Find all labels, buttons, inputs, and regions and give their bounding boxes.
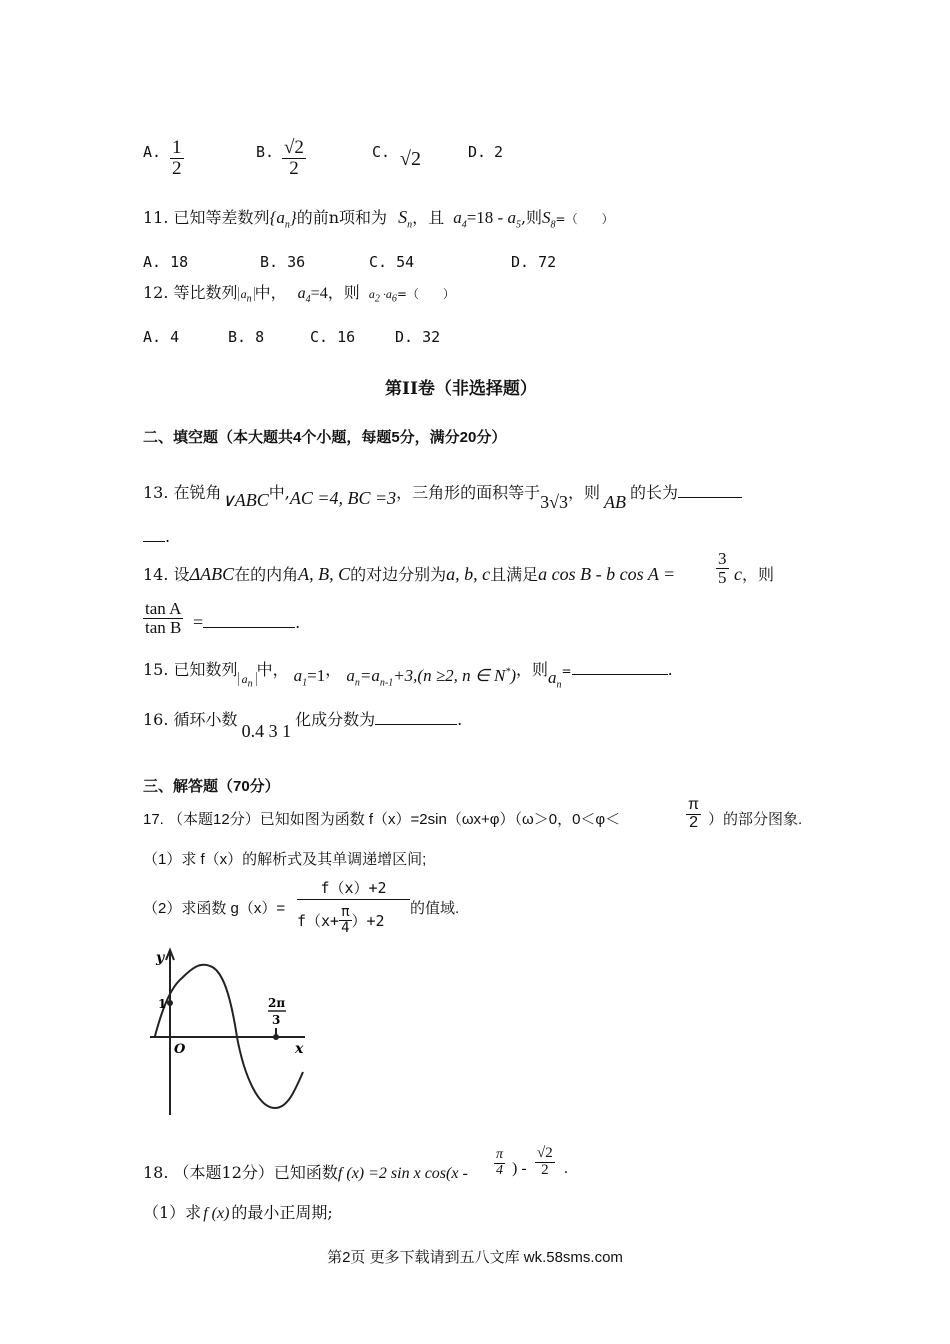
q15-text1: 已知数列 [173, 660, 238, 679]
q15-text2: 中， [256, 660, 289, 679]
q17-g-den-a: f（x+ [297, 911, 340, 930]
q13-ab: AB [604, 492, 627, 512]
question-14 [143, 562, 675, 585]
q11-text4: ,则 [520, 208, 543, 227]
part2-heading: 二、填空题（本大题共4个小题，每题5分，满分20分） [143, 429, 507, 446]
q13-text3: ，三角形的面积等于 [396, 483, 541, 502]
q14-c: c [734, 564, 742, 584]
q14-tail [734, 562, 774, 585]
q18-sub1-a: （1）求 [143, 1203, 202, 1222]
q14-answer-blank [203, 613, 295, 628]
q15-eq: = [561, 664, 572, 678]
q14-end: . [295, 613, 301, 632]
q18-root2-over-2 [535, 1146, 555, 1179]
q15-rec-close: ) [510, 666, 516, 685]
q14-answer-line [193, 612, 300, 633]
q13-answer-blank-2 [143, 527, 165, 542]
q18-root2: √2 [537, 1145, 553, 1161]
q11-option-c: C. 54 [369, 253, 415, 271]
q16-text2: 化成分数为 [295, 710, 376, 729]
q17-function-graph [140, 940, 320, 1120]
q11-s: S [398, 207, 408, 227]
q14-angles: A, B, C [298, 564, 351, 584]
q16-number: 16. [143, 710, 169, 729]
q13-text4: ，则 [568, 483, 601, 502]
q12-seq-sub: n [246, 293, 252, 305]
q17-g-den-four: 4 [341, 919, 350, 936]
q17-sub1: （1）求 f（x）的解析式及其单调递增区间; [143, 851, 427, 868]
q17-g-den-b: ）+2 [351, 911, 385, 930]
q12-dot: · [379, 287, 386, 301]
q12-a6: a [385, 287, 392, 301]
page-footer: 第2页 更多下载请到五八文库 wk.58sms.com [327, 1249, 623, 1266]
q12-a4: a [297, 285, 306, 302]
q12-a4-sub: 4 [305, 294, 311, 306]
q12-eq: =4 [310, 285, 328, 302]
q15-comma: ， [325, 660, 342, 679]
q10-option-d-value: 2 [494, 143, 504, 161]
q11-text2: 的前n项和为 [296, 208, 387, 227]
q14-sides: a, b, c [446, 564, 491, 584]
q17-two: 2 [689, 813, 698, 831]
q13-triangle: ∨ABC [221, 490, 269, 510]
q15-a1-sub: 1 [302, 677, 308, 689]
q18-end: . [564, 1160, 568, 1177]
q12-a2: a [368, 287, 375, 301]
q12-tail: =（ ） [396, 287, 455, 301]
question-13 [143, 480, 742, 512]
q10-option-b-fraction [282, 138, 306, 179]
q15-a1-eq: =1 [307, 666, 326, 685]
q18-four: 4 [496, 1162, 503, 1178]
part3-heading: 三、解答题（70分） [143, 778, 280, 795]
q15-rec-sup: * [505, 666, 511, 678]
q13-number: 13. [143, 483, 169, 502]
q17-sub2-tail: 的值域. [410, 900, 460, 917]
q11-seq: {a [269, 208, 285, 227]
q11-option-d: D. 72 [511, 253, 557, 271]
question-11 [143, 205, 614, 231]
q14-expression: a cos B - b cos A = [538, 564, 676, 584]
q11-s8: S [542, 208, 551, 227]
q10-option-c-label: C. [372, 143, 391, 161]
graph-tick-denominator: 3 [272, 1013, 281, 1027]
q13-condition: AC =4, BC =3 [289, 488, 397, 508]
q17-g-denominator [297, 905, 385, 935]
graph-origin-label: O [174, 1042, 186, 1057]
q14-tan-ratio [143, 600, 183, 637]
q11-seq-sub: n [284, 219, 290, 231]
q13-continuation [143, 527, 170, 546]
q17-pi-over-2 [686, 797, 701, 832]
q16-text1: 循环小数 [173, 710, 238, 729]
q10-option-a-fraction [170, 138, 184, 179]
q11-s8-sub: 8 [550, 219, 556, 231]
q18-two: 2 [541, 1161, 549, 1178]
q11-tail: =（ ） [555, 212, 614, 226]
graph-tick-numerator: 2π [268, 996, 286, 1010]
q12-option-d: D. 32 [395, 328, 441, 346]
q15-rec-tail: +3,(n ≥2, n ∈ N [393, 666, 506, 685]
q13-text1: 在锐角 [173, 483, 222, 502]
q12-option-b: B. 8 [228, 328, 265, 346]
q14-text2: 在的内角 [234, 565, 299, 584]
q13-end: . [165, 527, 171, 546]
q15-seq: a [241, 672, 248, 686]
q15-rec-sub: n-1 [379, 677, 394, 689]
q17-sub2-label: （2）求函数 g（x）= [143, 900, 286, 917]
q14-frac-num: 3 [718, 549, 727, 568]
q12-option-c: C. 16 [310, 328, 356, 346]
q11-text3: ，且 [412, 208, 445, 227]
q11-a5-sub: 5 [515, 219, 521, 231]
question-18 [143, 1160, 468, 1183]
q10-option-d-label: D. [468, 143, 487, 161]
q14-number: 14. [143, 565, 169, 584]
q15-end: . [667, 660, 673, 679]
q17-g-den-pi: π [341, 904, 350, 920]
y-intercept-point [167, 1000, 173, 1006]
question-17 [143, 808, 620, 829]
q17-text1: （本题12分）已知如图为函数 f（x）=2sin（ωx+φ）（ω＞0，0＜φ＜ [168, 811, 621, 828]
q16-end: . [457, 710, 463, 729]
q14-tan-den: tan B [145, 617, 182, 637]
q18-sub1-b: 的最小正周期; [231, 1203, 333, 1222]
q12-number: 12. [143, 283, 169, 302]
q12-text1: 等比数列 [173, 283, 238, 302]
q15-an: a [346, 666, 355, 685]
q12-a2-sub: 2 [374, 293, 380, 305]
q18-pi: π [496, 1147, 504, 1162]
q18-function: f (x) =2 sin x cos(x - [337, 1165, 468, 1182]
q18-text1: （本题12分）已知函数 [173, 1163, 338, 1182]
q10-a-denominator: 2 [172, 157, 182, 179]
q10-b-numerator: √2 [284, 137, 304, 158]
q17-number: 17. [143, 811, 164, 828]
q10-a-numerator: 1 [172, 137, 182, 158]
q10-option-b-label: B. [256, 143, 275, 161]
q15-a1: a [293, 666, 303, 685]
q10-b-denominator: 2 [289, 157, 299, 179]
q17-text2: ）的部分图象. [708, 811, 803, 828]
q14-text4: 且满足 [490, 565, 539, 584]
q11-option-b: B. 36 [260, 253, 306, 271]
question-12 [143, 280, 455, 305]
q13-area: 3√3 [540, 492, 569, 512]
q13-text2: 中, [268, 483, 290, 502]
q14-text5: ，则 [742, 565, 775, 584]
q12-a6-sub: 6 [391, 293, 397, 305]
q11-option-a: A. 18 [143, 253, 189, 271]
q13-text5: 的长为 [630, 483, 679, 502]
x-tick-point [273, 1034, 279, 1040]
q14-text3: 的对边分别为 [350, 565, 447, 584]
q17-pi: π [688, 796, 700, 813]
q14-eq: = [193, 612, 204, 632]
q12-option-a: A. 4 [143, 328, 180, 346]
q15-text3: ，则 [516, 660, 549, 679]
q14-text1: 设 [173, 565, 190, 584]
q11-eq: =18 - [466, 208, 508, 227]
q16-answer-blank [375, 710, 457, 725]
q14-tan-num: tan A [145, 599, 182, 618]
q15-answer-blank [572, 660, 668, 675]
q15-ans: a [548, 668, 557, 687]
q16-decimal: 0.4 3 1 [241, 721, 292, 741]
q11-text1: 已知等差数列 [173, 208, 270, 227]
q11-s-sub: n [407, 219, 413, 231]
q12-seq: a [240, 287, 247, 301]
q15-rec: =a [359, 666, 380, 685]
graph-y-label: y [156, 950, 165, 966]
q18-sub1-f: f (x) [203, 1205, 230, 1222]
q18-pi-over-4 [494, 1148, 505, 1178]
section-title: 第II卷（非选择题） [385, 379, 537, 399]
graph-x-label: x [295, 1041, 304, 1057]
q12-text3: ，则 [327, 283, 360, 302]
q14-fraction [716, 550, 729, 587]
q15-an-sub: n [354, 677, 360, 689]
q13-answer-blank [678, 483, 742, 498]
q11-number: 11. [143, 208, 169, 227]
q15-number: 15. [143, 660, 169, 679]
q18-mid: ) - [512, 1160, 527, 1177]
q10-option-a-label: A. [143, 143, 162, 161]
question-16 [143, 707, 463, 741]
graph-one-label: 1 [158, 997, 167, 1011]
q11-a5: a [507, 208, 516, 227]
q14-triangle: ΔABC [189, 564, 235, 584]
q18-sub1 [143, 1200, 333, 1223]
q11-a4: a [453, 208, 462, 227]
q11-seq-close: } [289, 208, 297, 227]
q15-seq-sub: n [247, 678, 253, 690]
q14-frac-den: 5 [718, 567, 727, 587]
q11-a4-sub: 4 [461, 219, 467, 231]
question-15 [143, 657, 673, 691]
q10-option-c-value: √2 [400, 148, 421, 170]
q17-g-numerator: f（x）+2 [297, 877, 410, 900]
q15-ans-sub: n [556, 679, 562, 691]
q18-number: 18. [143, 1163, 169, 1182]
q12-text2: 中， [254, 283, 287, 302]
